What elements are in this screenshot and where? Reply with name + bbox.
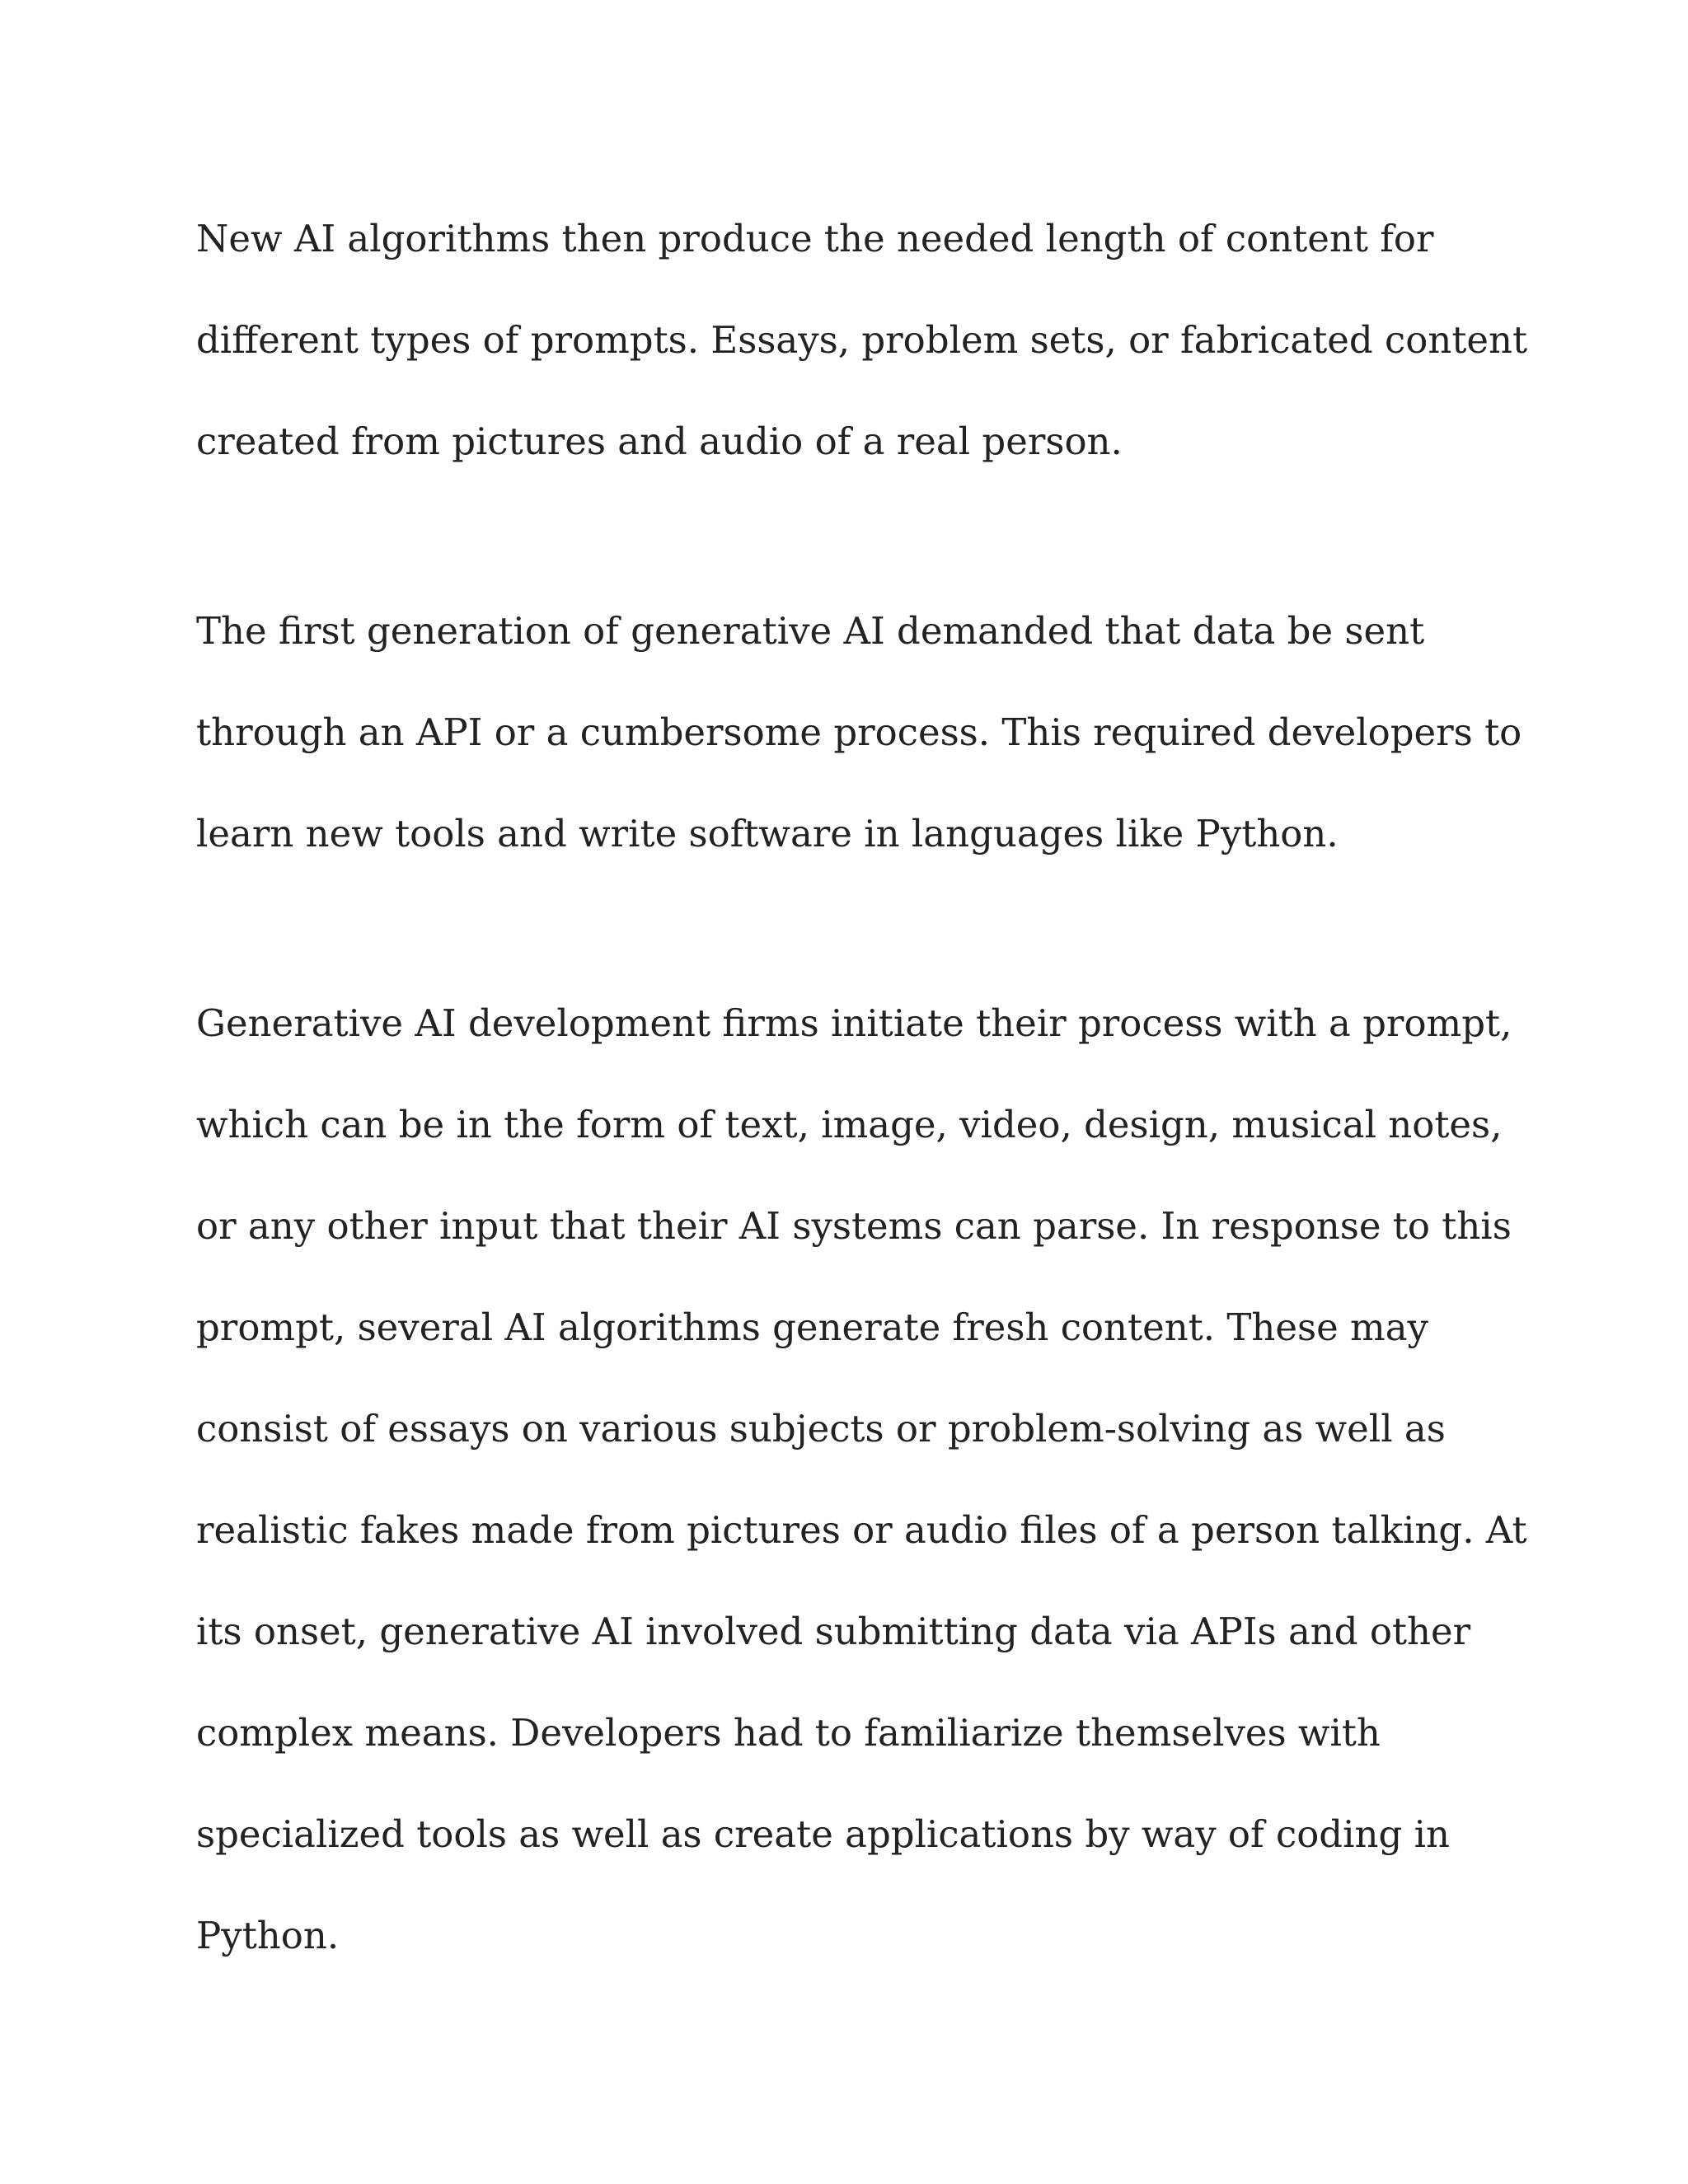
document-body (196, 188, 1528, 1986)
paragraph-1 (196, 188, 1528, 492)
text-line: which can be in the form of text, image, video, design, musical notes, (196, 1103, 1503, 1146)
text-line: consist of essays on various subjects or problem-solving as well as (196, 1407, 1446, 1451)
text-line: Python. (196, 1914, 340, 1957)
text-line: realistic fakes made from pictures or audio files of a person talking. At (196, 1508, 1527, 1552)
paragraph-2 (196, 580, 1522, 884)
text-line: complex means. Developers had to familiarize themselves with (196, 1711, 1381, 1755)
text-line: learn new tools and write software in languages like Python. (196, 812, 1339, 855)
text-line: different types of prompts. Essays, problem sets, or fabricated content (196, 318, 1528, 362)
paragraph-3 (196, 972, 1527, 1986)
text-line: The first generation of generative AI demanded that data be sent (196, 609, 1425, 653)
text-line: its onset, generative AI involved submitting data via APIs and other (196, 1610, 1471, 1653)
text-line: Generative AI development firms initiate their process with a prompt, (196, 1001, 1512, 1045)
text-line: specialized tools as well as create applications by way of coding in (196, 1812, 1450, 1856)
text-line: through an API or a cumbersome process. This required developers to (196, 710, 1522, 754)
text-line: or any other input that their AI systems can parse. In response to this (196, 1204, 1512, 1248)
text-line: New AI algorithms then produce the needed length of content for (196, 217, 1434, 260)
text-line: prompt, several AI algorithms generate fresh content. These may (196, 1305, 1428, 1349)
text-line: created from pictures and audio of a real person. (196, 419, 1123, 463)
